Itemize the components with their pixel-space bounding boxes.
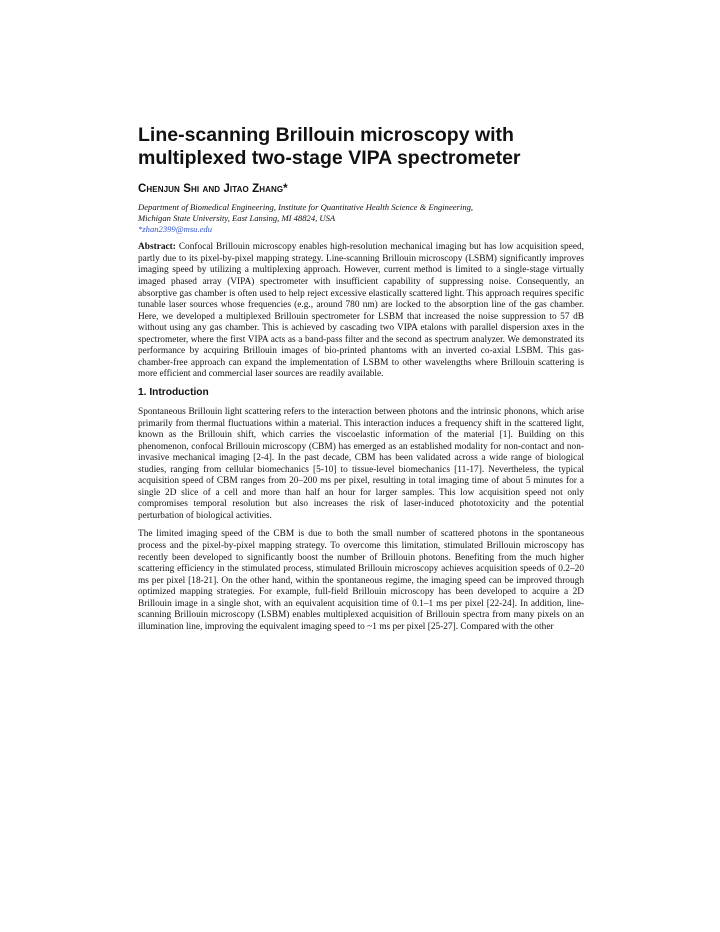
abstract-text: Confocal Brillouin microscopy enables high-resolution mechanical imaging but has low acquisition speed, partly due to its pixel-by-pixel mapping strategy. Line-scanning Brillouin microscopy (LSBM) significantly improves imaging speed by utilizing a multiplexing approach. However, current method is limited to a single-stage virtually imaged phased array (VIPA) spectrometer with insufficient capability of suppressing noise. Consequently, an absorptive gas chamber is often used to help reject excessive elastically scattered light. This approach requires specific tunable laser sources whose frequencies (e.g., around 780 nm) are locked to the absorption line of the gas chamber. Here, we developed a multiplexed Brillouin spectrometer for LSBM that increased the noise suppression to 57 dB without using any gas chamber. This is achieved by cascading two VIPA etalons with parallel dispersion axes in the spectrometer, where the first VIPA acts as a band-pass filter and the second as spectrum analyzer. We demonstrated its performance by acquiring Brillouin images of bio-printed phantoms with an inverted co-axial LSBM. This gas-chamber-free approach can expand the implementation of LSBM to other wavelengths where Brillouin scattering is more efficient and commercial laser sources are readily available.	[138, 242, 584, 380]
paper-title	[138, 124, 584, 170]
author-list: Chenjun Shi and Jitao Zhang*	[138, 183, 288, 195]
title-line-1: Line-scanning Brillouin microscopy with	[138, 124, 514, 146]
abstract	[138, 242, 584, 381]
affiliation-line-2: Michigan State University, East Lansing, MI 48824, USA	[138, 212, 336, 223]
abstract-label: Abstract:	[138, 242, 176, 253]
intro-paragraph-2: The limited imaging speed of the CBM is due to both the small number of scattered photons in the spontaneous process and the pixel-by-pixel mapping strategy. To overcome this limitation, stimulated Brillouin microscopy has recently been developed to significantly boost the number of Brillouin photons. Benefiting from the much higher scattering efficiency in the stimulated process, stimulated Brillouin microscopy achieves acquisition speeds of 0.2–20 ms per pixel [18-21]. On the other hand, within the spontaneous regime, the imaging speed can be improved through optimized mapping strategies. For example, full-field Brillouin microscopy has been developed to acquire a 2D Brillouin image in a single shot, with an equivalent acquisition time of 0.1–1 ms per pixel [22-24]. In addition, line-scanning Brillouin microscopy (LSBM) enables multiplexed acquisition of Brillouin spectra from many pixels on an illumination line, improving the equivalent imaging speed to ~1 ms per pixel [25-27]. Compared with the other	[138, 529, 584, 632]
section-heading-introduction: 1. Introduction	[138, 386, 209, 398]
title-line-2: multiplexed two-stage VIPA spectrometer	[138, 147, 521, 169]
paper-page	[138, 124, 584, 633]
affiliation-line-1: Department of Biomedical Engineering, Institute for Quantitative Health Science & Engineering,	[138, 202, 474, 212]
corresponding-email: *zhan2399@msu.edu	[138, 223, 213, 234]
intro-paragraph-1: Spontaneous Brillouin light scattering refers to the interaction between photons and the intrinsic phonons, which arise primarily from thermal fluctuations within a material. This interaction induces a frequency shift in the scattered light, known as the Brillouin shift, which carries the viscoelastic information of the material [1]. Building on this phenomenon, confocal Brillouin microscopy (CBM) has emerged as an established modality for non-contact and non-invasive mechanical imaging [2-4]. In the past decade, CBM has been validated across a wide range of biological studies, ranging from cellular biomechanics [5-10] to tissue-level biomechanics [11-17]. Nevertheless, the typical acquisition speed of CBM ranges from 20–200 ms per pixel, resulting in total imaging time of about 5 minutes for a single 2D slice of a cell and more than half an hour for larger samples. This low acquisition speed not only compromises temporal resolution but also increases the risk of laser-induced phototoxicity and the potential perturbation of biological activities.	[138, 406, 584, 521]
